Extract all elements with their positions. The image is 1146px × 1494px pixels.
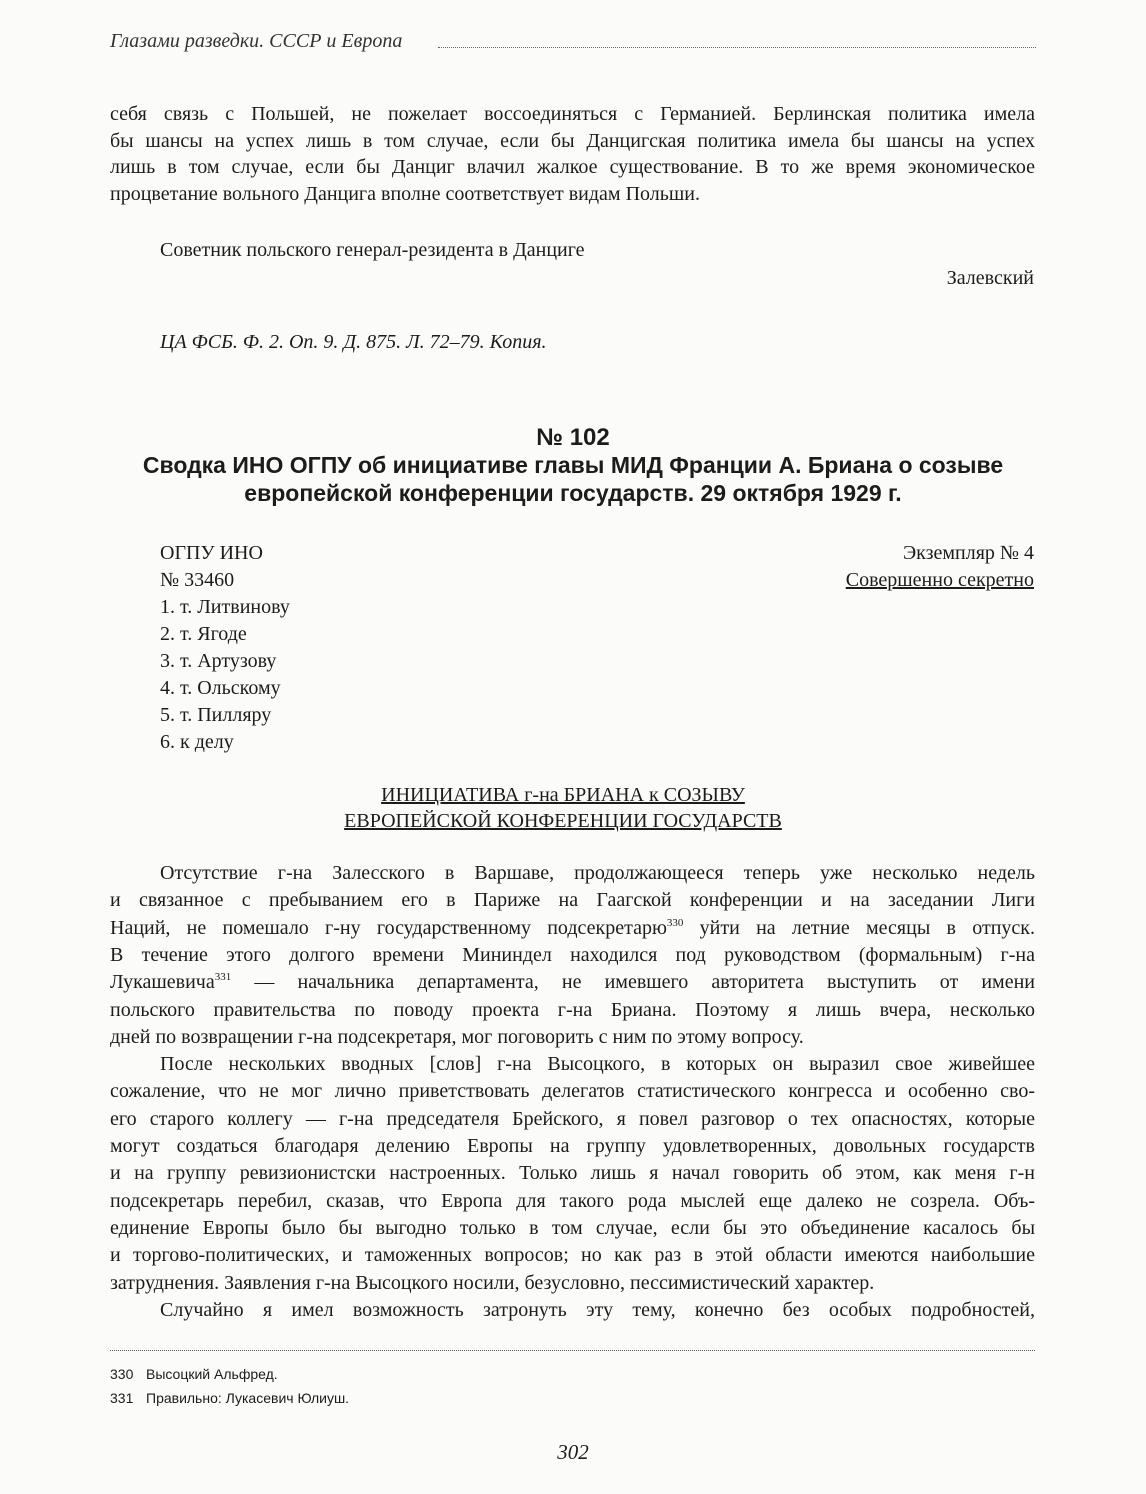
document-title-line-1: Сводка ИНО ОГПУ об инициативе главы МИД Франции А. Бриана о созыве (142, 452, 1004, 478)
text-line: его старого коллегу — г-на председателя Брейского, я повел разговор о тех опасностях, которые (110, 1107, 1035, 1130)
text-line: сожаление, что не мог лично приветствовать делегатов статистического конгресса и особенно сво- (110, 1080, 1035, 1103)
text-line: дней по возвращении г-на подсекретаря, мог поговорить с ним по этому вопросу. (110, 1025, 804, 1048)
addressee-line: 4. т. Ольскому (160, 677, 281, 699)
text-line: процветание вольного Данцига вполне соответствует видам Польши. (110, 183, 700, 206)
text-segment: уйти на летние месяцы в отпуск. (683, 916, 1035, 939)
text-line: единение Европы было бы выгодно только в том случае, если бы это объединение касалось бы (110, 1216, 1035, 1239)
text-segment: — начальника департамента, не имевшего авторитета выступить от имени (231, 971, 1035, 994)
text-line: себя связь с Польшей, не пожелает воссоединяться с Германией. Берлинская политика имела (110, 103, 1035, 125)
addressee-line: № 33460 (160, 569, 235, 591)
footnote-331 (110, 1390, 349, 1406)
page-number: 302 (557, 1440, 589, 1464)
text-line: лишь в том случае, если бы Данциг влачил жалкое существование. В то же время экономическое (110, 156, 1035, 179)
text-line: бы шансы на успех лишь в том случае, если бы Данцигская политика имела бы шансы на успех (110, 129, 1035, 152)
footnote-330 (110, 1366, 278, 1382)
document-number: № 102 (536, 424, 610, 451)
secrecy-label: Совершенно секретно (845, 569, 1034, 591)
footnote-number: 331 (110, 1390, 134, 1406)
text-segment: Наций, не помешало г-ну государственному подсекретарю (110, 916, 667, 939)
text-line: и на группу ревизионистски настроенных. Только лишь я начал говорить об этом, как меня г-н (110, 1162, 1035, 1185)
text-line: и связанное с пребыванием его в Париже на Гаагской конференции и на заседании Лиги (110, 889, 1035, 912)
text-line: затруднения. Заявления г-на Высоцкого носили, безусловно, пессимистический характер. (110, 1271, 875, 1294)
addressee-line: 6. к делу (160, 731, 234, 753)
document-title-line-2: европейской конференции государств. 29 октября 1929 г. (244, 480, 902, 506)
text-line (110, 915, 1035, 941)
footnote-text: Правильно: Лукасевич Юлиуш. (146, 1390, 350, 1406)
text-line: В течение этого долгого времени Мининдел находился под руководством (формальным) г-на (110, 943, 1035, 966)
signature-name: Залевский (946, 267, 1034, 289)
footnote-reference[interactable]: 330 (666, 916, 684, 929)
footnote-reference[interactable]: 331 (214, 971, 232, 984)
footnote-text: Высоцкий Альфред. (146, 1366, 278, 1382)
text-line: могут создаться благодаря делению Европы на группу удовлетворенных, довольных государств (110, 1135, 1035, 1157)
copy-label: Экземпляр № 4 (902, 542, 1034, 564)
signature-title: Советник польского генерал-резидента в Данциге (160, 239, 585, 261)
running-header: Глазами разведки. СССР и Европа (110, 30, 403, 52)
section-heading-line-2: ЕВРОПЕЙСКОЙ КОНФЕРЕНЦИИ ГОСУДАРСТВ (344, 810, 782, 832)
addressee-line: 5. т. Пилляру (160, 704, 272, 726)
text-line: После нескольких вводных [слов] г-на Высоцкого, в которых он выразил свое живейшее (160, 1053, 1035, 1076)
section-heading-line-1: ИНИЦИАТИВА г-на БРИАНА к СОЗЫВУ (381, 784, 745, 806)
addressee-line: 2. т. Ягоде (160, 623, 247, 645)
addressee-line: 3. т. Артузову (160, 650, 277, 672)
text-line: польского правительства по поводу проекта г-на Бриана. Поэтому я лишь вчера, несколько (110, 998, 1035, 1021)
archive-citation: ЦА ФСБ. Ф. 2. Оп. 9. Д. 875. Л. 72–79. Копия. (160, 331, 547, 353)
text-line: Случайно я имел возможность затронуть эту тему, конечно без особых подробностей, (160, 1298, 1035, 1321)
footnote-separator (110, 1350, 1035, 1351)
header-dotted-rule (438, 47, 1036, 48)
text-line: подсекретарь перебил, сказав, что Европа для такого рода мыслей еще далеко не созрела. Объ- (110, 1189, 1035, 1212)
text-line (110, 969, 1035, 995)
addressee-line: ОГПУ ИНО (160, 542, 263, 564)
text-line: и торгово-политических, и таможенных вопросов; но как раз в этой области имеются наибольшие (110, 1244, 1035, 1267)
footnote-number: 330 (110, 1366, 134, 1382)
addressee-line: 1. т. Литвинову (160, 596, 290, 618)
text-line: Отсутствие г-на Залесского в Варшаве, продолжающееся теперь уже несколько недель (160, 862, 1035, 884)
text-segment: Лукашевича (110, 971, 215, 994)
